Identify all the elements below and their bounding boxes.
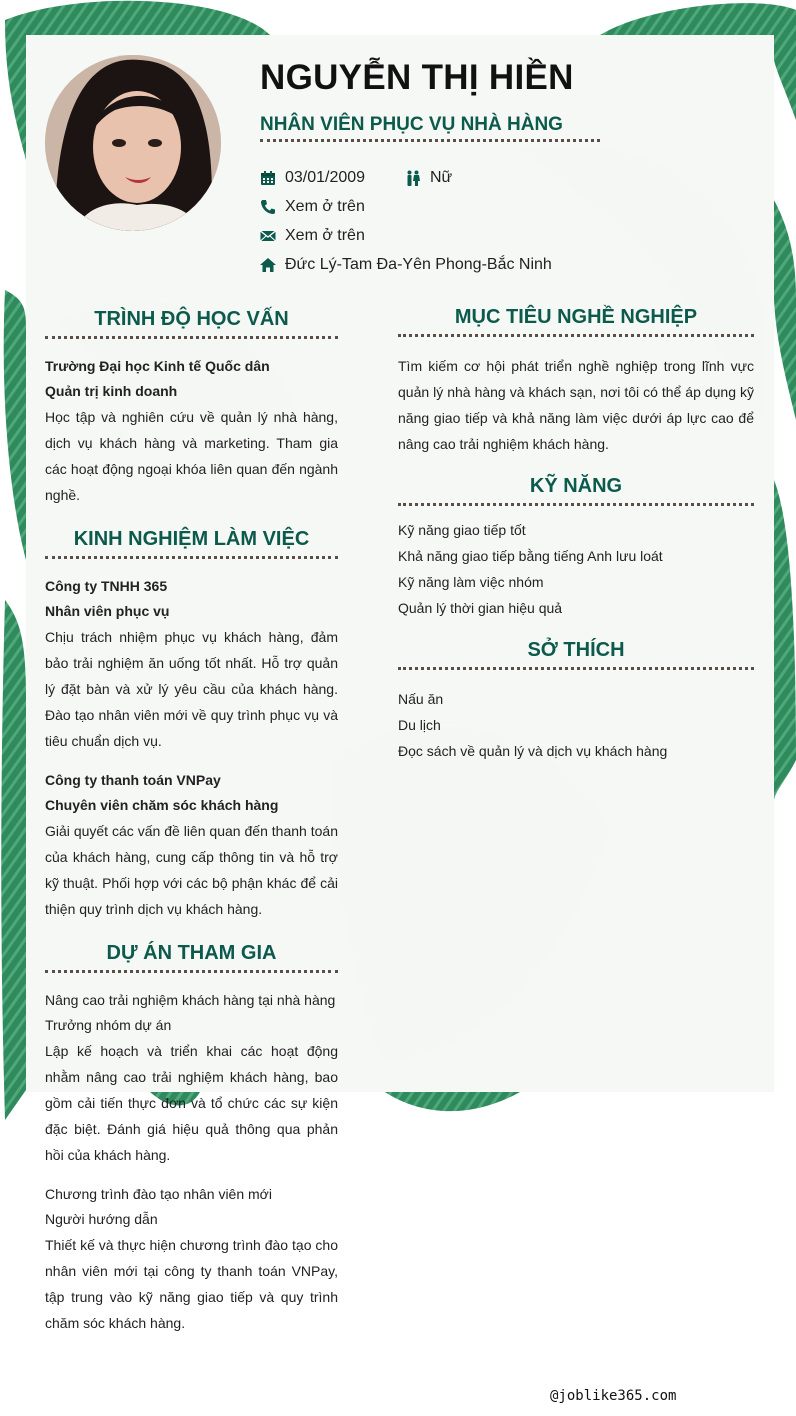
skill-item: Khả năng giao tiếp bằng tiếng Anh lưu loát [398,548,663,564]
avatar [45,55,221,231]
address-value: Đức Lý-Tam Đa-Yên Phong-Bắc Ninh [285,256,552,273]
skill-item: Kỹ năng làm việc nhóm [398,574,544,590]
projects-divider [45,970,338,973]
project-name: Nâng cao trải nghiệm khách hàng tại nhà hàng [45,992,336,1008]
education-divider [45,336,338,339]
project-description: Lập kế hoạch và triển khai các hoạt động nhằm nâng cao trải nghiệm khách hàng, bao gồm cải tiến thực đơn và tổ chức các sự kiện đặc biệt. Đánh giá hiệu quả thông qua phản hồi của khách hàng. [45,1043,338,1163]
education-school: Trường Đại học Kinh tế Quốc dân [45,358,270,374]
skill-item: Kỹ năng giao tiếp tốt [398,522,526,538]
education-title: TRÌNH ĐỘ HỌC VẤN [94,308,289,330]
email-row [260,227,365,245]
project-description: Thiết kế và thực hiện chương trình đào tạo cho nhân viên mới tại công ty thanh toán VNPay, tập trung vào kỹ năng giao tiếp và quy trình chăm sóc khách hàng. [45,1237,338,1331]
hobby-item: Nấu ăn [398,691,444,707]
calendar-icon [260,170,276,186]
project-role: Trưởng nhóm dự án [45,1017,172,1033]
job-position: Chuyên viên chăm sóc khách hàng [45,797,279,813]
gender-value: Nữ [430,169,453,186]
birthday-value: 03/01/2009 [285,169,366,186]
phone-row [260,198,365,216]
experience-divider [45,556,338,559]
job-description: Chịu trách nhiệm phục vụ khách hàng, đảm bảo trải nghiệm ăn uống tốt nhất. Hỗ trợ quản lý đặt bàn và xử lý yêu cầu của khách hàng. Đào tạo nhân viên mới về quy trình phục vụ và tiêu chuẩn dịch vụ. [45,629,338,749]
gender-row [405,169,452,187]
job-company: Công ty thanh toán VNPay [45,772,221,788]
education-major: Quản trị kinh doanh [45,383,178,399]
education-description: Học tập và nghiên cứu về quản lý nhà hàng, dịch vụ khách hàng và marketing. Tham gia các hoạt động ngoại khóa liên quan đến ngành nghề. [45,409,338,503]
skills-title: KỸ NĂNG [529,475,623,497]
title-divider [260,139,600,142]
objective-title: MỤC TIÊU NGHỀ NGHIỆP [454,306,698,328]
mail-icon [260,228,276,244]
projects-title: DỰ ÁN THAM GIA [106,942,277,964]
skills-divider [398,503,754,506]
gender-icon [405,170,421,186]
hobbies-divider [398,667,754,670]
job-position: Nhân viên phục vụ [45,603,170,619]
hobbies-title: SỞ THÍCH [527,639,625,661]
experience-title: KINH NGHIỆM LÀM VIỆC [73,528,310,550]
footer-watermark: @joblike365.com [550,1388,677,1404]
birthday-row [260,169,365,187]
hobby-item: Đọc sách về quản lý và dịch vụ khách hàng [398,743,668,759]
project-role: Người hướng dẫn [45,1211,158,1227]
phone-icon [260,199,276,215]
objective-description: Tìm kiếm cơ hội phát triển nghề nghiệp trong lĩnh vực quản lý nhà hàng và khách sạn, nơi tôi có thể áp dụng kỹ năng giao tiếp và khả năng làm việc dưới áp lực cao để nâng cao trải nghiệm khách hàng. [398,358,754,452]
skill-item: Quản lý thời gian hiệu quả [398,600,563,616]
job-title: NHÂN VIÊN PHỤC VỤ NHÀ HÀNG [260,114,563,135]
candidate-name: NGUYỄN THỊ HIỀN [260,58,574,97]
email-value: Xem ở trên [285,227,365,244]
job-description: Giải quyết các vấn đề liên quan đến thanh toán của khách hàng, cung cấp thông tin và hỗ trợ kỹ thuật. Phối hợp với các bộ phận khác để cải thiện quy trình dịch vụ khách hàng. [45,823,338,917]
home-icon [260,257,276,273]
phone-value: Xem ở trên [285,198,365,215]
project-name: Chương trình đào tạo nhân viên mới [45,1186,272,1202]
address-row [260,256,552,274]
job-company: Công ty TNHH 365 [45,578,168,594]
hobby-item: Du lịch [398,717,441,733]
objective-divider [398,334,754,337]
